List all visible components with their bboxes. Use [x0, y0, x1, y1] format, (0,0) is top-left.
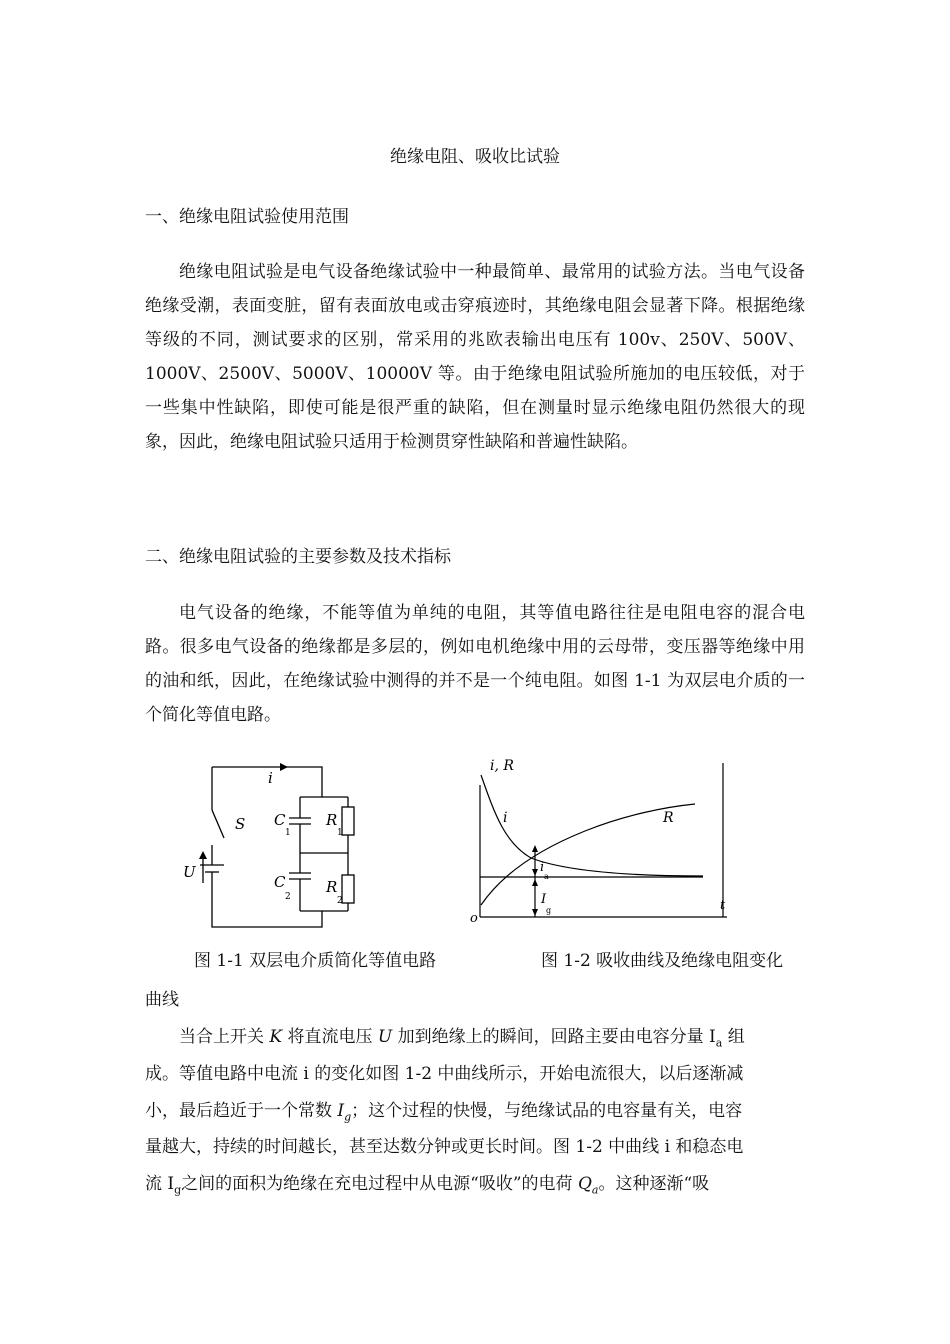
- label-axis-y: i, R: [490, 758, 514, 774]
- figure-1-1-caption: 图 1-1 双层电介质简化等值电路: [194, 951, 437, 971]
- label-c1-sub: 1: [285, 828, 291, 838]
- voltage-arrow-icon: [199, 851, 207, 859]
- figure-1-2-absorption-curve: [465, 755, 735, 925]
- figure-1-1-circuit: [170, 755, 380, 935]
- paragraph3-line1: 当合上开关 K 将直流电压 U 加到绝缘上的瞬间，回路主要由电容分量 $I_a$ 组: [179, 1027, 745, 1050]
- label-Ig: I: [541, 892, 547, 907]
- label-switch: S: [235, 815, 246, 833]
- label-origin: o: [470, 911, 478, 925]
- paragraph3-line2: 成。等值电路中电流 i 的变化如图 1-2 中曲线所示，开始电流很大，以后逐渐减: [145, 1064, 744, 1084]
- paragraph3-line4: 量越大，持续的时间越长，甚至达数分钟或更长时间。图 1-2 中曲线 i 和稳态电: [145, 1137, 744, 1157]
- label-curve-i: i: [503, 810, 508, 826]
- section2-heading: 二、绝缘电阻试验的主要参数及技术指标: [145, 547, 451, 567]
- section1-heading: 一、绝缘电阻试验使用范围: [145, 207, 349, 227]
- label-ia: i: [540, 860, 545, 875]
- paragraph3-line3: 小，最后趋近于一个常数 $I_g$；这个过程的快慢，与绝缘试品的电容量有关，电容: [145, 1101, 743, 1124]
- label-Ig-sub: g: [546, 906, 552, 915]
- section2-paragraph: 电气设备的绝缘，不能等值为单纯的电阻，其等值电路往往是电阻电容的混合电路。很多电气设备的绝缘都是多层的，例如电机绝缘中用的云母带，变压器等绝缘中用的油和纸，因此，在绝缘试验中测得的并不是一个纯电阻。如图 1-1 为双层电介质的一个简化等值电路。: [145, 603, 805, 725]
- section1-paragraph: 绝缘电阻试验是电气设备绝缘试验中一种最简单、最常用的试验方法。当电气设备绝缘受潮，表面变脏，留有表面放电或击穿痕迹时，其绝缘电阻会显著下降。根据绝缘等级的不同，测试要求的区别，常采用的兆欧表输出电压有 100v、250V、500V、1000V、2500V、5000V、10000V 等。由于绝缘电阻试验所施加的电压较低，对于一些集中性缺陷，即使可能是很严重的缺陷，但在测量时显示绝缘电阻仍然很大的现象，因此，绝缘电阻试验只适用于检测贯穿性缺陷和普遍性缺陷。: [145, 262, 805, 452]
- figure-1-2-caption-cont: 曲线: [145, 990, 179, 1010]
- current-arrow-icon: [280, 763, 288, 771]
- label-c2-sub: 2: [285, 892, 291, 902]
- label-voltage: U: [183, 863, 196, 881]
- label-c1: C: [274, 811, 286, 829]
- label-r2-sub: 2: [337, 896, 343, 906]
- label-current: i: [268, 769, 273, 787]
- switch-lever: [212, 810, 224, 838]
- page-title: 绝缘电阻、吸收比试验: [390, 147, 560, 167]
- paragraph3-line5: 流 $I_g$之间的面积为绝缘在充电过程中从电源“吸收”的电荷 $Q_a$。这种逐渐“吸: [145, 1174, 710, 1197]
- label-r1-sub: 1: [337, 828, 343, 838]
- label-ia-sub: a: [544, 872, 549, 881]
- label-curve-R: R: [663, 810, 674, 826]
- label-axis-x: t: [720, 898, 726, 913]
- label-c2: C: [274, 873, 286, 891]
- label-r1: R: [326, 811, 338, 829]
- figure-1-2-caption: 图 1-2 吸收曲线及绝缘电阻变化: [541, 951, 784, 971]
- label-r2: R: [326, 878, 338, 896]
